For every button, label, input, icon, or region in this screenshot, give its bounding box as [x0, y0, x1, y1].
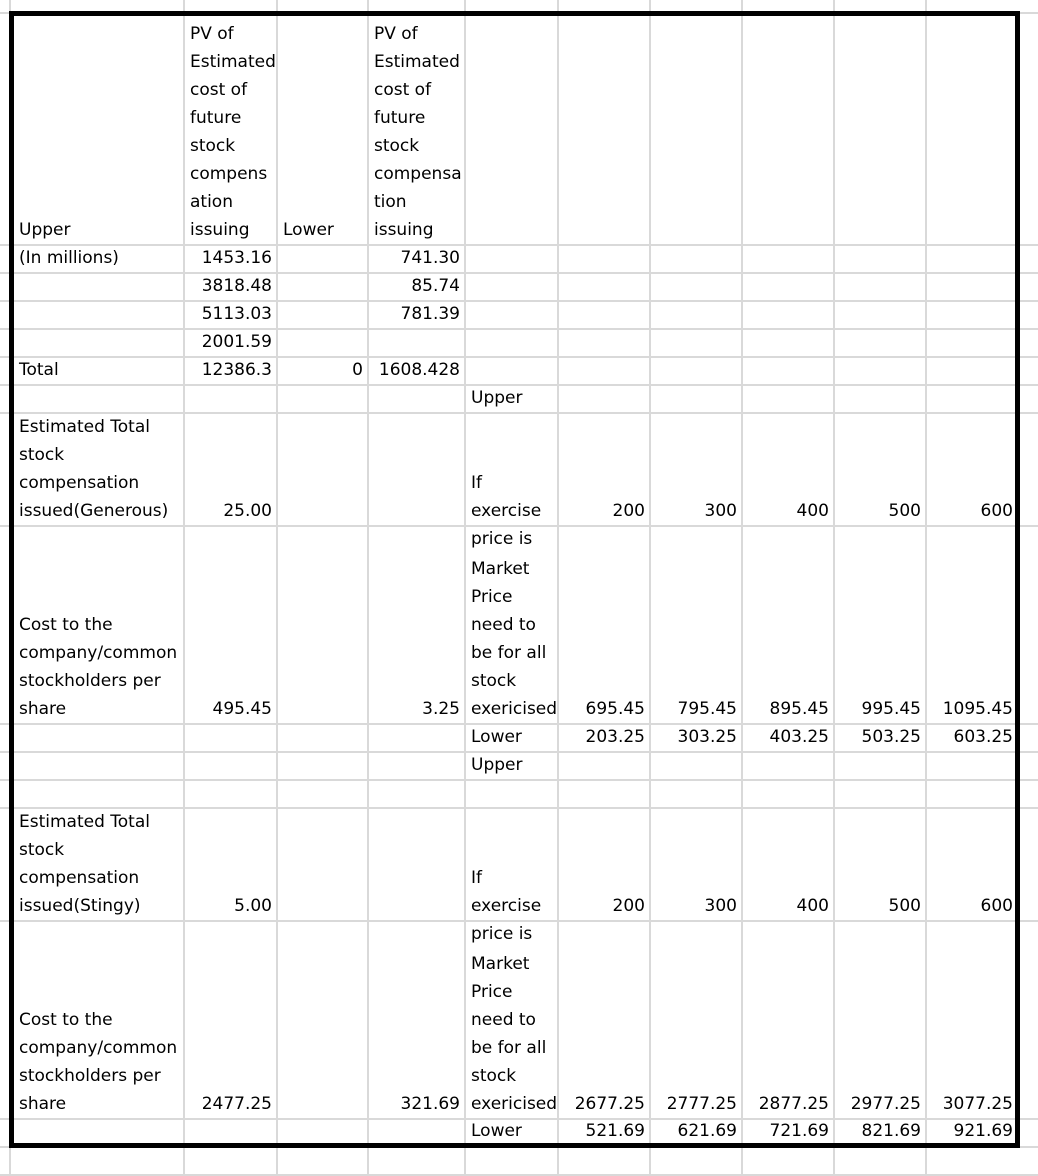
pv-lower-2: 85.74 — [411, 276, 460, 296]
stingy-market-upper: 2877.25 — [758, 1094, 829, 1114]
stingy-label: Estimated Total stock compensation issued(Stingy) — [19, 812, 150, 916]
generous-market-upper: 895.45 — [769, 699, 829, 719]
lower-label: Lower — [283, 220, 334, 240]
stingy-market-lower: 821.69 — [861, 1121, 921, 1141]
pv-lower-1: 741.30 — [400, 248, 460, 268]
stingy-market-upper: 2777.25 — [666, 1094, 737, 1114]
generous-upper-label: Upper — [471, 388, 523, 408]
stingy-market-lower: 521.69 — [585, 1121, 645, 1141]
stingy-value: 5.00 — [234, 896, 272, 916]
stingy-cost-upper: 2477.25 — [201, 1094, 272, 1114]
stingy-lower-label: Lower — [471, 1121, 522, 1141]
stingy-market-lower: 921.69 — [953, 1121, 1013, 1141]
generous-value: 25.00 — [223, 501, 272, 521]
generous-exercise-price: 300 — [704, 501, 737, 521]
stingy-exercise-price: 200 — [612, 896, 645, 916]
stingy-exercise-label: If exercise price is — [471, 868, 542, 944]
stingy-market-lower: 621.69 — [677, 1121, 737, 1141]
pv-upper-2: 3818.48 — [201, 276, 272, 296]
generous-market-lower: 503.25 — [861, 727, 921, 747]
generous-cost-label: Cost to the company/common stockholders per share — [19, 615, 178, 719]
generous-cost-lower: 3.25 — [422, 699, 460, 719]
generous-market-upper: 1095.45 — [942, 699, 1013, 719]
generous-market-upper: 795.45 — [677, 699, 737, 719]
total-zero: 0 — [352, 360, 363, 380]
total-label: Total — [19, 360, 59, 380]
stingy-exercise-price: 500 — [888, 896, 921, 916]
stingy-exercise-price: 300 — [704, 896, 737, 916]
generous-label: Estimated Total stock compensation issued(Generous) — [19, 417, 169, 521]
pv-lower-3: 781.39 — [400, 304, 460, 324]
header-col-b: PV of Estimated cost of future stock compens ation issuing — [190, 24, 276, 240]
stingy-market-lower: 721.69 — [769, 1121, 829, 1141]
stingy-cost-label: Cost to the company/common stockholders per share — [19, 1010, 178, 1114]
total-lower: 1608.428 — [378, 360, 460, 380]
generous-cost-upper: 495.45 — [212, 699, 272, 719]
generous-market-lower: 203.25 — [585, 727, 645, 747]
generous-market-label: Market Price need to be for all stock exericised — [471, 559, 558, 719]
generous-exercise-label: If exercise price is — [471, 473, 542, 549]
stingy-exercise-price: 400 — [796, 896, 829, 916]
generous-market-lower: 303.25 — [677, 727, 737, 747]
generous-exercise-price: 200 — [612, 501, 645, 521]
stingy-market-label: Market Price need to be for all stock exericised — [471, 954, 558, 1114]
stingy-cost-lower: 321.69 — [400, 1094, 460, 1114]
pv-upper-1: 1453.16 — [201, 248, 272, 268]
upper-label: Upper — [19, 220, 71, 240]
stingy-market-upper: 2677.25 — [574, 1094, 645, 1114]
stingy-exercise-price: 600 — [980, 896, 1013, 916]
pv-upper-4: 2001.59 — [201, 332, 272, 352]
total-upper: 12386.3 — [201, 360, 272, 380]
header-col-d: PV of Estimated cost of future stock compensa tion issuing — [374, 24, 462, 240]
generous-exercise-price: 400 — [796, 501, 829, 521]
stingy-upper-label: Upper — [471, 755, 523, 775]
generous-market-upper: 995.45 — [861, 699, 921, 719]
generous-market-lower: 603.25 — [953, 727, 1013, 747]
generous-market-upper: 695.45 — [585, 699, 645, 719]
in-millions-label: (In millions) — [19, 248, 119, 268]
generous-exercise-price: 500 — [888, 501, 921, 521]
pv-upper-3: 5113.03 — [201, 304, 272, 324]
generous-market-lower: 403.25 — [769, 727, 829, 747]
stingy-market-upper: 3077.25 — [942, 1094, 1013, 1114]
generous-lower-label: Lower — [471, 727, 522, 747]
stingy-market-upper: 2977.25 — [850, 1094, 921, 1114]
generous-exercise-price: 600 — [980, 501, 1013, 521]
